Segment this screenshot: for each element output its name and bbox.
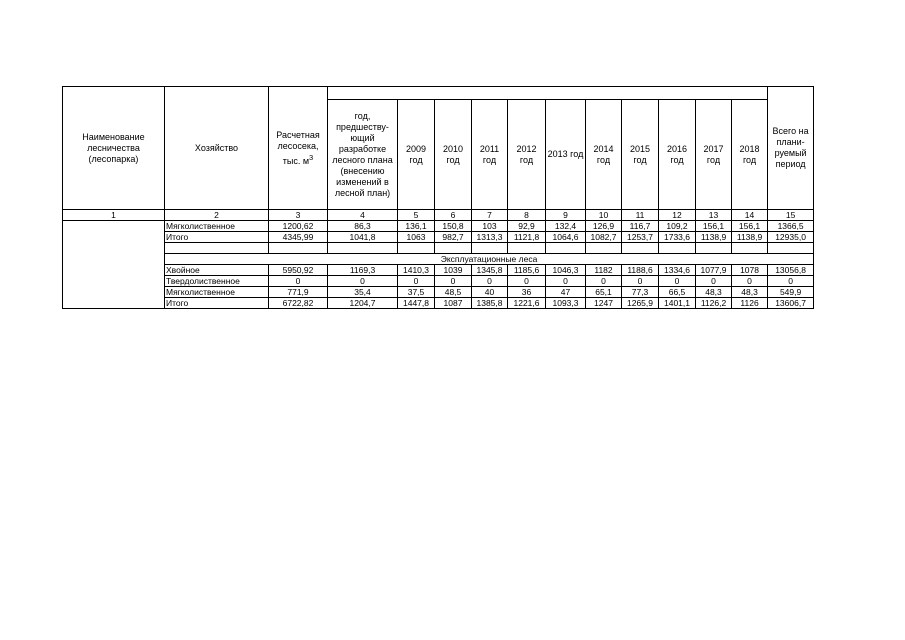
table-cell: 1345,8 [472, 265, 508, 276]
table-cell: 0 [586, 276, 622, 287]
economy-name: Мягколиственное [165, 287, 269, 298]
table-cell: 156,1 [696, 221, 732, 232]
table-row [63, 221, 814, 232]
header-spanning-cell [328, 87, 768, 100]
economy-name: Итого [165, 298, 269, 309]
empty-cell [435, 243, 472, 254]
table-cell: 1063 [398, 232, 435, 243]
table-cell: 6722,82 [269, 298, 328, 309]
table-cell: 1077,9 [696, 265, 732, 276]
header-year: 2010 год [435, 100, 472, 210]
column-number: 9 [546, 210, 586, 221]
header-year: 2017 год [696, 100, 732, 210]
table-cell: 0 [435, 276, 472, 287]
economy-name: Хвойное [165, 265, 269, 276]
table-cell: 132,4 [546, 221, 586, 232]
column-number: 13 [696, 210, 732, 221]
table-cell: 48,3 [696, 287, 732, 298]
empty-cell [586, 243, 622, 254]
empty-cell [696, 243, 732, 254]
table-cell: 1093,3 [546, 298, 586, 309]
table-cell: 0 [508, 276, 546, 287]
table-cell: 1087 [435, 298, 472, 309]
column-number: 6 [435, 210, 472, 221]
table-cell: 1410,3 [398, 265, 435, 276]
header-forestry-name: Наименование лесничества (лесопарка) [63, 87, 165, 210]
table-cell: 1247 [586, 298, 622, 309]
table-cell: 1121,8 [508, 232, 546, 243]
table-cell: 771,9 [269, 287, 328, 298]
table-cell: 40 [472, 287, 508, 298]
table-cell: 48,3 [732, 287, 768, 298]
table-cell: 1733,6 [659, 232, 696, 243]
table-cell: 66,5 [659, 287, 696, 298]
table-cell: 1313,3 [472, 232, 508, 243]
header-year: 2012 год [508, 100, 546, 210]
table-cell: 126,9 [586, 221, 622, 232]
table-cell: 1265,9 [622, 298, 659, 309]
empty-cell [508, 243, 546, 254]
table-cell: 0 [768, 276, 814, 287]
table-cell: 48,5 [435, 287, 472, 298]
table-cell: 0 [398, 276, 435, 287]
empty-cell [269, 243, 328, 254]
empty-cell [165, 243, 269, 254]
economy-name: Итого [165, 232, 269, 243]
header-year: 2011 год [472, 100, 508, 210]
table-cell: 1185,6 [508, 265, 546, 276]
table-cell: 1041,8 [328, 232, 398, 243]
table-cell: 35,4 [328, 287, 398, 298]
table-row [63, 276, 814, 287]
table-cell: 982,7 [435, 232, 472, 243]
table-cell: 77,3 [622, 287, 659, 298]
table-cell: 1204,7 [328, 298, 398, 309]
header-year: 2018 год [732, 100, 768, 210]
table-cell: 1078 [732, 265, 768, 276]
empty-cell [732, 243, 768, 254]
table-cell: 4345,99 [269, 232, 328, 243]
column-number: 10 [586, 210, 622, 221]
column-number: 11 [622, 210, 659, 221]
header-total-period: Всего на плани-руемый период [768, 87, 814, 210]
table-cell: 92,9 [508, 221, 546, 232]
header-allowable-cut [269, 87, 328, 210]
header-year: 2013 год [546, 100, 586, 210]
table-cell: 1385,8 [472, 298, 508, 309]
table-cell: 1126 [732, 298, 768, 309]
empty-cell [472, 243, 508, 254]
header-prior-year: год, предшеству-ющий разработке лесного плана (внесению изменений в лесной план) [328, 100, 398, 210]
table-cell: 86,3 [328, 221, 398, 232]
column-number: 5 [398, 210, 435, 221]
column-number-row [63, 210, 814, 221]
empty-cell [622, 243, 659, 254]
table-cell: 1221,6 [508, 298, 546, 309]
table-cell: 136,1 [398, 221, 435, 232]
table-cell: 1082,7 [586, 232, 622, 243]
column-number: 2 [165, 210, 269, 221]
table-cell: 109,2 [659, 221, 696, 232]
table-cell: 5950,92 [269, 265, 328, 276]
column-number: 7 [472, 210, 508, 221]
column-number: 14 [732, 210, 768, 221]
header-allowable-cut-unit-sup: 3 [309, 152, 314, 162]
table-cell: 37,5 [398, 287, 435, 298]
table-cell: 1188,6 [622, 265, 659, 276]
table-cell: 0 [472, 276, 508, 287]
economy-name: Мягколиственное [165, 221, 269, 232]
table-cell: 1126,2 [696, 298, 732, 309]
table-row [63, 287, 814, 298]
table-cell: 1138,9 [732, 232, 768, 243]
table-cell: 0 [696, 276, 732, 287]
table-cell: 1169,3 [328, 265, 398, 276]
table-row [63, 298, 814, 309]
table-cell: 1200,62 [269, 221, 328, 232]
table-cell: 1447,8 [398, 298, 435, 309]
table-cell: 36 [508, 287, 546, 298]
table-row [63, 232, 814, 243]
empty-cell [768, 243, 814, 254]
table-cell: 150,8 [435, 221, 472, 232]
table-cell: 0 [269, 276, 328, 287]
table-cell: 0 [622, 276, 659, 287]
header-year: 2015 год [622, 100, 659, 210]
table-cell: 1046,3 [546, 265, 586, 276]
header-year: 2009 год [398, 100, 435, 210]
forest-harvest-table [62, 86, 814, 309]
table-cell: 1366,5 [768, 221, 814, 232]
table-cell: 156,1 [732, 221, 768, 232]
header-year: 2014 год [586, 100, 622, 210]
table-cell: 65,1 [586, 287, 622, 298]
table-cell: 0 [546, 276, 586, 287]
header-allowable-cut-text: Расчетная лесосека, тыс. м [276, 129, 320, 166]
empty-cell [659, 243, 696, 254]
table-cell: 12935,0 [768, 232, 814, 243]
section-row [63, 254, 814, 265]
table-cell: 13056,8 [768, 265, 814, 276]
table-cell: 0 [328, 276, 398, 287]
empty-cell [398, 243, 435, 254]
empty-cell [328, 243, 398, 254]
table-cell: 0 [732, 276, 768, 287]
column-number: 4 [328, 210, 398, 221]
table-cell: 103 [472, 221, 508, 232]
header-year: 2016 год [659, 100, 696, 210]
column-number: 15 [768, 210, 814, 221]
table-cell: 47 [546, 287, 586, 298]
table-cell: 1401,1 [659, 298, 696, 309]
header-top-row [63, 87, 814, 100]
column-number: 1 [63, 210, 165, 221]
table-cell: 1039 [435, 265, 472, 276]
table-cell: 549,9 [768, 287, 814, 298]
table-cell: 116,7 [622, 221, 659, 232]
column-number: 8 [508, 210, 546, 221]
forestry-name-cell [63, 221, 165, 309]
table-cell: 1253,7 [622, 232, 659, 243]
column-number: 3 [269, 210, 328, 221]
header-economy: Хозяйство [165, 87, 269, 210]
empty-cell [546, 243, 586, 254]
table-cell: 1064,6 [546, 232, 586, 243]
table-cell: 1182 [586, 265, 622, 276]
table-cell: 13606,7 [768, 298, 814, 309]
empty-row [63, 243, 814, 254]
section-title: Эксплуатационные леса [165, 254, 814, 265]
table-cell: 1334,6 [659, 265, 696, 276]
table-row [63, 265, 814, 276]
economy-name: Твердолиственное [165, 276, 269, 287]
table-cell: 1138,9 [696, 232, 732, 243]
column-number: 12 [659, 210, 696, 221]
table-cell: 0 [659, 276, 696, 287]
